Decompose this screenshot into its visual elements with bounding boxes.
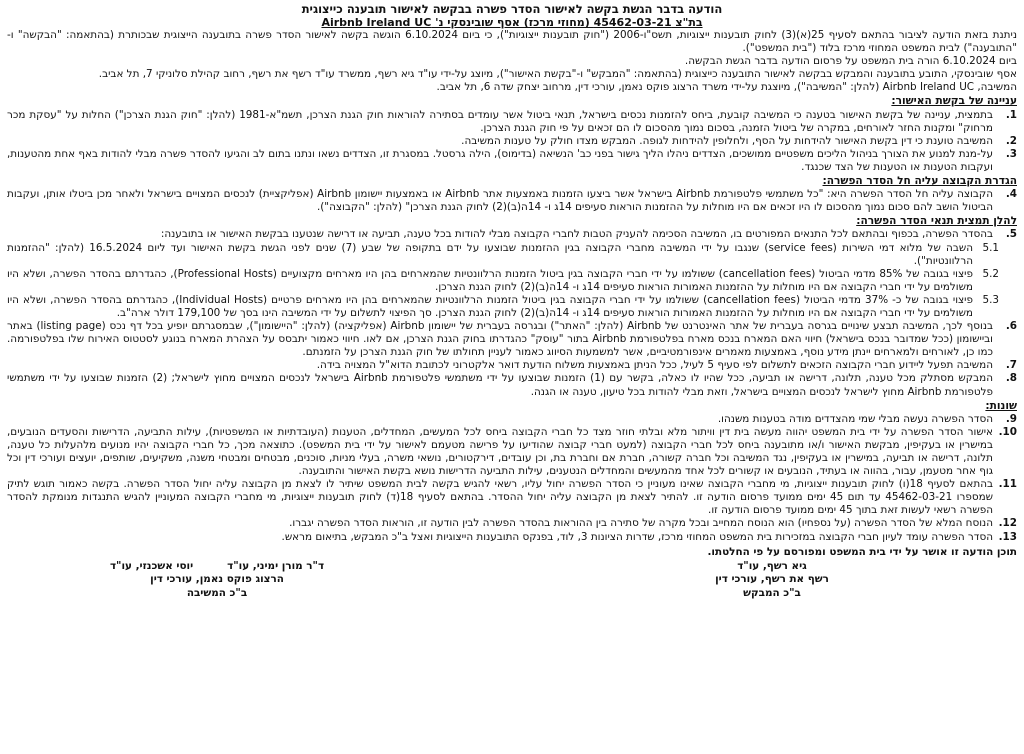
respondent-law-firm: הרצוג פוקס נאמן, עורכי דין [150, 573, 284, 586]
clause-number: 2. [1005, 134, 1017, 147]
subclause-number: 5.3 [982, 293, 999, 306]
clause-number: 9. [1005, 412, 1017, 425]
clause-number: 8. [1005, 372, 1017, 385]
clause-number: 6. [1005, 320, 1017, 333]
clause-number: 5. [1005, 228, 1017, 241]
section-heading-class-definition: הגדרת הקבוצה עליה חל הסדר הפשרה: [822, 175, 1017, 188]
clause-11 [7, 478, 1017, 517]
subclause-number: 5.1 [982, 241, 999, 254]
clause-number: 1. [1005, 108, 1017, 121]
subclause-number: 5.2 [982, 267, 999, 280]
clause-5-2 [7, 268, 1017, 294]
section-heading-settlement-terms: להלן תמצית תנאי הסדר הפשרה: [856, 215, 1017, 228]
case-number-line: בת"צ 45462-03-21 (מחוזי מרכז) אסף שובינסקי נ' Airbnb Ireland UC [321, 16, 703, 29]
intro-paragraph-3: אסף שובינסקי, התובע בתובענה והמבקש בבקשה לאישור התובענה כייצוגית (בהתאמה: "המבקש" ו-"בקשת האישור"), מיוצג על-ידי עו"ד גיא רשף, ממשרד עו"ד רשף את רשף, רחוב קהילת סלוניקי 7, תל אביב. [98, 68, 1017, 81]
clause-number: 4. [1005, 188, 1017, 201]
clause-text: בהתאם לסעיף 18(ו) לחוק תובענות ייצוגיות, מי מחברי הקבוצה שאינו מעוניין כי הסדר הפשרה יחול עליו, רשאי להגיש בקשה לבית המשפט שיתיר לו לצאת מן הקבוצה עליה יחול הסדר הפשרה. בקשה כאמור תוגש לתיק שמספרו 45462-03-21 עד תום 45 ימים ממועד פרסום הודעה זו. להתיר לצאת מן הקבוצה עליה יחול ההסדר. בהתאם לסעיף 18(ד) לחוק תובענות ייצוגיות, מי מחברי הקבוצה המעוניין להגיש התנגדות מנומקת להסדר הפשרה רשאי לעשות זאת בתוך 45 ימים ממועד פרסום הודעה זו. [7, 478, 993, 517]
clause-text: בתמצית, עניינה של בקשת האישור בטענה כי המשיבה קובעת, ביחס להזמנות נכסים בישראל, תנאי ביטול אשר עומדים בסתירה להוראות חוק הגנת הצרכן, תשמ"א-1981 (להלן: "חוק הגנת הצרכן") החלות על "עסקת מכר מרחוק" ומקנות החזר לאורחים, במקרה של ביטול הזמנה, בסכום נמוך מהסכום לו הם זכאים על פי חוק הגנת הצרכן. [7, 108, 993, 134]
clause-13 [7, 531, 1017, 544]
clause-number: 13. [998, 530, 1017, 543]
clause-number: 3. [1005, 147, 1017, 160]
clause-text: בהסדר הפשרה, בכפוף ובהתאם לכל התנאים המפורטים בו, המשיבה הסכימה להעניק הטבות לחברי הקבוצה מבלי להודות בכל טענה, תביעה או דרישה שנטענו בבקשת האישור או בתובענה: [160, 228, 993, 241]
clause-number: 10. [998, 425, 1017, 438]
intro-paragraph-4: המשיבה, Airbnb Ireland UC (להלן: "המשיבה"), מיוצגת על-ידי משרד הרצוג פוקס נאמן, עורכי דין, מרחוב יצחק שדה 6, תל אביב. [436, 81, 1017, 94]
respondent-lawyer-name-2: יוסי אשכנזי, עו"ד [109, 559, 194, 572]
clause-text: הנוסח המלא של הסדר הפשרה (על נספחיו) הוא הנוסח המחייב ובכל מקרה של סתירה בין ההוראות בהסדר הפשרה לבין הודעה זו, הוראות הסדר הפשרה יגברו. [289, 517, 993, 530]
clause-2 [7, 135, 1017, 148]
respondent-lawyer-name-1: ד"ר מורן ימיני, עו"ד [227, 559, 325, 572]
section-heading-miscellaneous: שונות: [985, 399, 1017, 412]
intro-paragraph-1: ניתנת בזאת הודעה לציבור בהתאם לסעיף 25(א)(3) לחוק תובענות ייצוגיות, תשס"ו-2006 ("חוק תובענות ייצוגיות"), כי ביום 6.10.2024 הוגשה בקשה לאישור הסדר פשרה בתובענה הייצוגית שבכותרת (בהתאמה: "הבקשה" ו-"התובענה") לבית המשפט המחוזי מרכז בלוד ("בית המשפט"). [7, 29, 1017, 55]
clause-1 [7, 109, 1017, 135]
clause-text: הסדר הפשרה עומד לעיון חברי הקבוצה במזכירות בית המשפט המחוזי מרכז, שדרות הציונות 3, לוד, בפנקס התובענות הייצוגיות ואצל ב"כ המבקש, בתיאום מראש. [281, 530, 993, 543]
clause-text: אישור הסדר הפשרה על ידי בית המשפט יהווה מעשה בית דין וויתור מלא ובלתי חוזר מצד כל חברי הקבוצה ביחס לכל המעשים, המחדלים, הטענות (העובדתיות או המשפטיות), עילות התביעה, הדרישות והסעדים הנובעים, במישרין או בעקיפין, מבקשת האישור ו/או מתובענה ביחס לכל חברי הקבוצה (למעט חברי קבוצה שהודיעו על פרישה מטעמם לאישור על ידי בית המשפט). כתוצאה מכך, כל חברי הקבוצה יהיו מנועים מלהעלות כל טענה, תלונה, דרישה או תביעה, במישרין או בעקיפין, נגד המשיבה וכל חברה קשורה, חברת אם וחברת בת, וכן עובדים, דירקטורים, נושאי משרה, בעלי מניות, סוכנים, מבטחים ומבטחי משנה, משקיעים, שותפים, יועצים ועורכי דין וכל גוף אחר מטעמן, עבור, בהווה או בעתיד, הנובעים או קשורים לכל אחד מהמעשים והמחדלים הנטענים, עילות התביעה הדרישות נושא בקשת האישור והתובענה. [7, 425, 993, 478]
clause-text: על-מנת למנוע את הצורך בניהול הליכים משפטיים ממושכים, הצדדים ניהלו הליך גישור בפני כב' הנשיאה (בדימוס), הילה גרסטל. במסגרת זו, הצדדים נשאו ונתנו בתום לב והגיעו להסדר פשרה מבלי להודות באף אחת מהטענות, ועקבות הטענות או הטענות של הצד שכנגד. [7, 147, 993, 173]
intro-paragraph-2: ביום 6.10.2024 הורה בית המשפט על פרסום הודעה בדבר הגשת הבקשה. [684, 55, 1017, 68]
clause-12 [7, 517, 1017, 530]
clause-text: המשיבה תפעל ליידוע חברי הקבוצה הזכאים לתשלום לפי סעיף 5 לעיל, ככל הניתן באמצעות משלוח הודעת דואר אלקטרוני לכתובת הדוא"ל המצויה בידה. [316, 359, 993, 372]
clause-5-3 [7, 294, 1017, 320]
court-approval-statement: תוכן הודעה זו אושר על ידי בית המשפט ומפורסם על פי החלטתו. [707, 545, 1017, 558]
subclause-text: פיצוי בגובה של 85% מדמי הביטול (cancellation fees) ששולמו על ידי חברי הקבוצה בגין ביטול הזמנות הרלוונטיות שהמארחים בהן היו מארחים מקצועיים (Professional Hosts), כהגדרתם בהסדר הפשרה, ושלא היו משולמים על ידי חברי הקבוצה אם היו מוחלות על ההזמנות האמורות הוראות סעיפים 14ג ו- 14ה(ב)(2) לחוק הגנת הצרכן. [7, 267, 973, 293]
clause-text: הסדר הפשרה נעשה מבלי שמי מהצדדים מודה בטענות משנהו. [717, 412, 993, 425]
petitioner-role: ב"כ המבקש [743, 586, 801, 599]
respondent-role: ב"כ המשיבה [186, 586, 248, 599]
signature-block [7, 560, 1017, 601]
clause-5-1 [7, 242, 1017, 268]
legal-notice [7, 3, 1017, 748]
clause-5 [7, 228, 1017, 241]
clause-4 [7, 188, 1017, 214]
clause-6 [7, 320, 1017, 359]
clause-10 [7, 426, 1017, 478]
clause-text: הקבוצה עליה חל הסדר הפשרה היא: "כל משתמשי פלטפורמת Airbnb בישראל אשר ביצעו הזמנות באמצעות אתר Airbnb או באמצעות יישומון Airbnb (אפליקציית) לנכסים המצויים בישראל ולאחר מכן ביטלו אותן, ועקבות הביטול הושב להם סכום נמוך מהסכום לו היו זכאים אם היו מוחלות על ההזמנות הוראות סעיפים 14ג ו- 14ה(ב)(2) לחוק הגנת הצרכן" (להלן: "הקבוצה"). [7, 188, 994, 214]
notice-title: הודעה בדבר הגשת בקשה לאישור הסדר פשרה בבקשה לאישור תובענה כייצוגית [301, 2, 723, 16]
petitioner-lawyer-name: גיא רשף, עו"ד [737, 559, 807, 572]
petitioner-law-firm: רשף את רשף, עורכי דין [715, 573, 829, 586]
clause-7 [7, 359, 1017, 372]
respondent-signature [7, 560, 427, 601]
clause-number: 7. [1005, 359, 1017, 372]
clause-number: 11. [998, 478, 1017, 491]
clause-8 [7, 372, 1017, 398]
petitioner-signature [587, 560, 1017, 601]
clause-3 [7, 148, 1017, 174]
clause-text: בנוסף לכך, המשיבה תבצע שינויים בגרסה בעברית של אתר האינטרנט של Airbnb (להלן: "האתר") ובגרסה בעברית של יישומון Airbnb (אפליקציה) (להלן: "היישומון"), שבמסגרתם יופיע בכל דף נכס (listing page) באתר וביישומון (ככל שמדובר בנכס בישראל) חיווי האם המארח בנכס מארח בפלטפורמת Airbnb בתור "עוסק" כהגדרתו בחוק הגנת הצרכן, אם לאו. חיווי כאמור יתבסס על הצהרת המארח בנוגע לסטטוס האירוח שלו בפלטפורמה. כמו כן, לאורחים ולמארחים יינתן מידע נוסף, באמצעות מאמרים אינפורמטיביים, אשר למשמעות הסיווג כאמור לעניין תחולתו של חוק הגנת הצרכן על הזמנתם. [7, 320, 993, 359]
subclause-text: השבה של מלוא דמי השירות (service fees) שנגבו על ידי המשיבה מחברי הקבוצה בגין ההזמנות שבוצעו על ידם בתקופה של שבע (7) שנים לפני הגשת בקשת האישור ועד ליום 16.5.2024 (להלן: "ההזמנות הרלוונטיות"). [7, 241, 973, 267]
respondent-lawyers [7, 560, 427, 574]
clause-9 [7, 413, 1017, 426]
clause-text: המשיבה טוענת כי דין בקשת האישור להידחות על הסף, ולחלופין להידחות לגופה. המבקש מצדו חולק על טענות המשיבה. [461, 134, 993, 147]
clause-number: 12. [998, 517, 1017, 530]
section-heading-motion-subject: עניינה של בקשת האישור: [891, 95, 1017, 108]
subclause-text: פיצוי בגובה של כ- 37% מדמי הביטול (cancellation fees) ששולמו על ידי חברי הקבוצה בגין ביטול הזמנות הרלוונטיות שהמארחים בהן היו מארחים פרטיים (Individual Hosts), כהגדרתם בהסדר הפשרה, ושלא היו משולמים על ידי חברי הקבוצה אם היו מוחלות על ההזמנות האמורות הוראות סעיפים 14ג ו- 14ה(ב)(2) לחוק הגנת הצרכן. סך הפיצוי לתשלום על ידי המשיבה הינו בסך של 179,100 דולר ארה"ב. [7, 293, 973, 319]
clause-text: המבקש מסתלק מכל טענה, תלונה, דרישה או תביעה, ככל שהיו לו כאלה, בקשר עם (1) הזמנות שבוצעו על ידי משתמשי פלטפורמת Airbnb בישראל לנכסים המצויים מחוץ לישראל; (2) הזמנות שבוצעו על ידי משתמשי פלטפורמת Airbnb מחוץ לישראל לנכסים המצויים בישראל, וזאת מבלי להודות בכל טיעון, טענה או הגנה. [7, 372, 994, 398]
